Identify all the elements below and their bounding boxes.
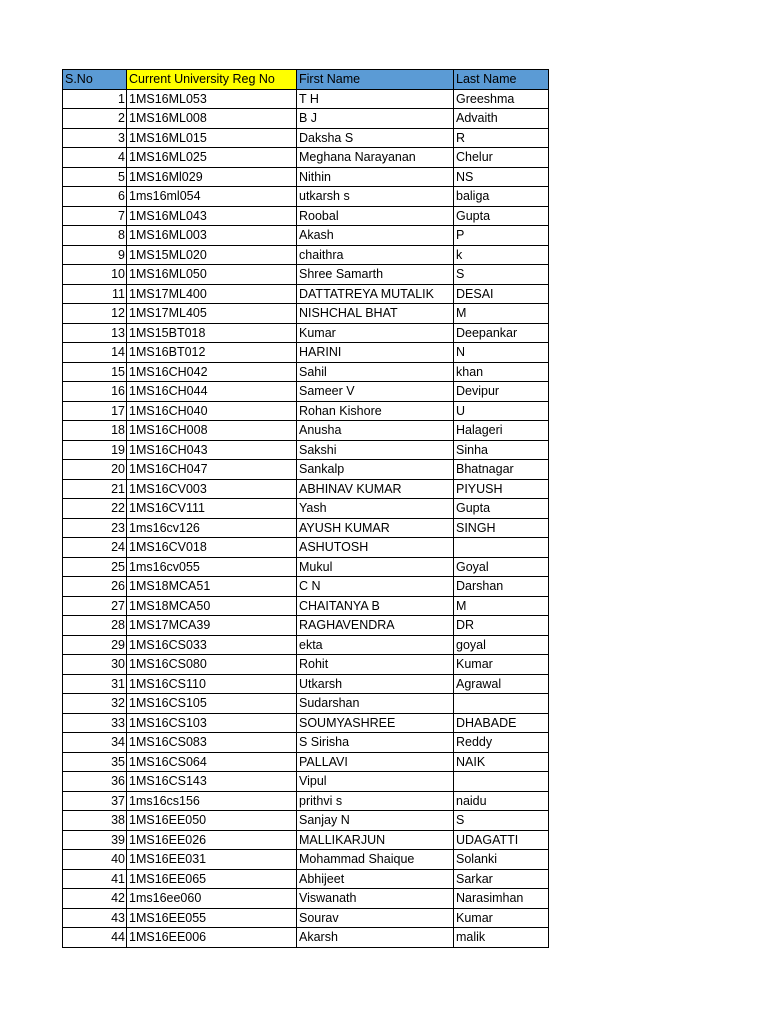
cell-first-name[interactable]: AYUSH KUMAR [297,518,454,538]
table-row [63,382,549,402]
cell-last-name[interactable]: R [454,128,549,148]
cell-sno[interactable]: 3 [63,128,127,148]
cell-reg-no[interactable]: 1MS18MCA50 [127,596,297,616]
cell-sno[interactable]: 18 [63,421,127,441]
cell-reg-no[interactable]: 1MS15BT018 [127,323,297,343]
cell-last-name[interactable]: PIYUSH [454,479,549,499]
cell-last-name[interactable]: Darshan [454,577,549,597]
cell-last-name[interactable]: UDAGATTI [454,830,549,850]
cell-reg-no[interactable]: 1ms16ml054 [127,187,297,207]
cell-last-name[interactable]: Gupta [454,499,549,519]
cell-reg-no[interactable]: 1MS16CS064 [127,752,297,772]
table-row [63,635,549,655]
cell-reg-no[interactable]: 1MS16CS110 [127,674,297,694]
header-row [63,70,549,90]
cell-last-name[interactable]: DESAI [454,284,549,304]
table-row [63,265,549,285]
table-row [63,89,549,109]
cell-last-name[interactable]: NS [454,167,549,187]
cell-sno[interactable]: 5 [63,167,127,187]
cell-first-name[interactable]: Sameer V [297,382,454,402]
cell-last-name[interactable]: U [454,401,549,421]
cell-first-name[interactable]: SOUMYASHREE [297,713,454,733]
cell-first-name[interactable]: ekta [297,635,454,655]
cell-first-name[interactable]: C N [297,577,454,597]
cell-reg-no[interactable]: 1ms16cs156 [127,791,297,811]
cell-reg-no[interactable]: 1MS16CH043 [127,440,297,460]
table-row [63,596,549,616]
table-row [63,460,549,480]
table-row [63,128,549,148]
cell-last-name[interactable]: Bhatnagar [454,460,549,480]
cell-sno[interactable]: 22 [63,499,127,519]
cell-reg-no[interactable]: 1MS16CH040 [127,401,297,421]
cell-last-name[interactable]: DHABADE [454,713,549,733]
cell-first-name[interactable]: Sankalp [297,460,454,480]
cell-sno[interactable]: 16 [63,382,127,402]
cell-last-name[interactable]: Goyal [454,557,549,577]
cell-last-name[interactable]: Sarkar [454,869,549,889]
cell-sno[interactable]: 10 [63,265,127,285]
cell-reg-no[interactable]: 1MS17MCA39 [127,616,297,636]
cell-reg-no[interactable]: 1MS16ML050 [127,265,297,285]
cell-last-name[interactable]: M [454,596,549,616]
cell-reg-no[interactable]: 1MS16CV018 [127,538,297,558]
cell-reg-no[interactable]: 1MS16CH008 [127,421,297,441]
table-row [63,245,549,265]
cell-reg-no[interactable]: 1MS16CV003 [127,479,297,499]
cell-first-name[interactable]: ABHINAV KUMAR [297,479,454,499]
cell-sno[interactable]: 41 [63,869,127,889]
cell-reg-no[interactable]: 1MS16ML003 [127,226,297,246]
table-row [63,187,549,207]
cell-reg-no[interactable]: 1MS16ML053 [127,89,297,109]
table-row [63,323,549,343]
cell-reg-no[interactable]: 1MS16CH047 [127,460,297,480]
table-row [63,401,549,421]
table-row [63,791,549,811]
cell-last-name[interactable]: Deepankar [454,323,549,343]
cell-reg-no[interactable]: 1MS18MCA51 [127,577,297,597]
cell-first-name[interactable]: chaithra [297,245,454,265]
table-row [63,109,549,129]
cell-sno[interactable]: 11 [63,284,127,304]
cell-sno[interactable]: 37 [63,791,127,811]
cell-sno[interactable]: 14 [63,343,127,363]
cell-first-name[interactable]: Sanjay N [297,811,454,831]
cell-first-name[interactable]: Viswanath [297,889,454,909]
cell-last-name[interactable]: SINGH [454,518,549,538]
table-row [63,733,549,753]
table-row [63,499,549,519]
cell-sno[interactable]: 33 [63,713,127,733]
cell-first-name[interactable]: Utkarsh [297,674,454,694]
cell-first-name[interactable]: Sudarshan [297,694,454,714]
cell-first-name[interactable]: Daksha S [297,128,454,148]
cell-reg-no[interactable]: 1MS16CS033 [127,635,297,655]
cell-sno[interactable]: 44 [63,928,127,948]
cell-sno[interactable]: 32 [63,694,127,714]
cell-sno[interactable]: 20 [63,460,127,480]
cell-sno[interactable]: 31 [63,674,127,694]
cell-first-name[interactable]: utkarsh s [297,187,454,207]
cell-last-name[interactable]: NAIK [454,752,549,772]
cell-reg-no[interactable]: 1MS16CV111 [127,499,297,519]
cell-last-name[interactable]: Kumar [454,908,549,928]
cell-last-name[interactable]: khan [454,362,549,382]
table-row [63,713,549,733]
cell-reg-no[interactable]: 1MS16ML025 [127,148,297,168]
cell-reg-no[interactable]: 1ms16cv126 [127,518,297,538]
cell-last-name[interactable]: Sinha [454,440,549,460]
table-row [63,889,549,909]
cell-last-name[interactable]: Narasimhan [454,889,549,909]
cell-first-name[interactable]: RAGHAVENDRA [297,616,454,636]
cell-reg-no[interactable]: 1ms16ee060 [127,889,297,909]
cell-last-name[interactable]: M [454,304,549,324]
cell-sno[interactable]: 43 [63,908,127,928]
cell-last-name[interactable]: Devipur [454,382,549,402]
table-row [63,479,549,499]
table-row [63,421,549,441]
table-row [63,674,549,694]
table-row [63,343,549,363]
header-sno[interactable]: S.No [63,70,127,90]
cell-first-name[interactable]: Nithin [297,167,454,187]
cell-sno[interactable]: 12 [63,304,127,324]
cell-sno[interactable]: 27 [63,596,127,616]
cell-reg-no[interactable]: 1MS16EE050 [127,811,297,831]
table-row [63,616,549,636]
cell-reg-no[interactable]: 1MS17ML405 [127,304,297,324]
cell-first-name[interactable]: Sakshi [297,440,454,460]
cell-reg-no[interactable]: 1MS16CS143 [127,772,297,792]
cell-reg-no[interactable]: 1MS16EE065 [127,869,297,889]
cell-reg-no[interactable]: 1MS16CH044 [127,382,297,402]
cell-reg-no[interactable]: 1MS16EE006 [127,928,297,948]
cell-last-name[interactable]: k [454,245,549,265]
table-row [63,869,549,889]
cell-reg-no[interactable]: 1MS16EE026 [127,830,297,850]
cell-last-name[interactable]: DR [454,616,549,636]
table-row [63,440,549,460]
cell-first-name[interactable]: T H [297,89,454,109]
cell-reg-no[interactable]: 1ms16cv055 [127,557,297,577]
table-row [63,304,549,324]
cell-first-name[interactable]: NISHCHAL BHAT [297,304,454,324]
cell-sno[interactable]: 13 [63,323,127,343]
header-first-name[interactable]: First Name [297,70,454,90]
cell-reg-no[interactable]: 1MS16CS080 [127,655,297,675]
cell-last-name[interactable]: malik [454,928,549,948]
cell-sno[interactable]: 36 [63,772,127,792]
cell-first-name[interactable]: Rohit [297,655,454,675]
cell-sno[interactable]: 17 [63,401,127,421]
cell-first-name[interactable]: Akash [297,226,454,246]
header-reg-no[interactable]: Current University Reg No [127,70,297,90]
student-table [62,69,549,948]
cell-sno[interactable]: 24 [63,538,127,558]
cell-reg-no[interactable]: 1MS16CH042 [127,362,297,382]
table-row [63,694,549,714]
cell-last-name[interactable]: Reddy [454,733,549,753]
cell-last-name[interactable]: Solanki [454,850,549,870]
table-row [63,148,549,168]
table-row [63,850,549,870]
header-last-name[interactable]: Last Name [454,70,549,90]
cell-first-name[interactable]: Rohan Kishore [297,401,454,421]
cell-first-name[interactable]: S Sirisha [297,733,454,753]
cell-sno[interactable]: 34 [63,733,127,753]
cell-last-name[interactable]: naidu [454,791,549,811]
cell-sno[interactable]: 29 [63,635,127,655]
cell-reg-no[interactable]: 1MS16ML008 [127,109,297,129]
cell-first-name[interactable]: DATTATREYA MUTALIK [297,284,454,304]
cell-sno[interactable]: 4 [63,148,127,168]
cell-first-name[interactable]: MALLIKARJUN [297,830,454,850]
cell-last-name[interactable]: Advaith [454,109,549,129]
table-row [63,206,549,226]
cell-last-name[interactable]: goyal [454,635,549,655]
cell-sno[interactable]: 28 [63,616,127,636]
cell-last-name[interactable]: Agrawal [454,674,549,694]
cell-first-name[interactable]: Kumar [297,323,454,343]
cell-first-name[interactable]: CHAITANYA B [297,596,454,616]
cell-first-name[interactable]: Sahil [297,362,454,382]
cell-first-name[interactable]: Sourav [297,908,454,928]
cell-sno[interactable]: 1 [63,89,127,109]
cell-last-name[interactable]: S [454,811,549,831]
cell-sno[interactable]: 7 [63,206,127,226]
table-row [63,811,549,831]
cell-first-name[interactable]: Shree Samarth [297,265,454,285]
cell-last-name[interactable]: Chelur [454,148,549,168]
cell-reg-no[interactable]: 1MS16CS083 [127,733,297,753]
cell-reg-no[interactable]: 1MS16ML043 [127,206,297,226]
cell-reg-no[interactable]: 1MS16CS105 [127,694,297,714]
table-row [63,284,549,304]
cell-first-name[interactable]: PALLAVI [297,752,454,772]
cell-sno[interactable]: 30 [63,655,127,675]
table-row [63,362,549,382]
cell-last-name[interactable]: S [454,265,549,285]
cell-first-name[interactable]: HARINI [297,343,454,363]
cell-first-name[interactable]: B J [297,109,454,129]
cell-sno[interactable]: 25 [63,557,127,577]
cell-sno[interactable]: 38 [63,811,127,831]
cell-sno[interactable]: 21 [63,479,127,499]
cell-first-name[interactable]: ASHUTOSH [297,538,454,558]
cell-sno[interactable]: 9 [63,245,127,265]
cell-sno[interactable]: 26 [63,577,127,597]
cell-sno[interactable]: 40 [63,850,127,870]
cell-reg-no[interactable]: 1MS16ML015 [127,128,297,148]
cell-sno[interactable]: 6 [63,187,127,207]
cell-first-name[interactable]: Vipul [297,772,454,792]
table-row [63,167,549,187]
table-row [63,830,549,850]
table-row [63,752,549,772]
cell-first-name[interactable]: prithvi s [297,791,454,811]
cell-last-name[interactable]: Halageri [454,421,549,441]
cell-first-name[interactable]: Mukul [297,557,454,577]
cell-last-name[interactable] [454,694,549,714]
cell-sno[interactable]: 2 [63,109,127,129]
cell-sno[interactable]: 39 [63,830,127,850]
table-row [63,538,549,558]
table-row [63,928,549,948]
table-row [63,655,549,675]
cell-sno[interactable]: 8 [63,226,127,246]
cell-reg-no[interactable]: 1MS16CS103 [127,713,297,733]
table-row [63,226,549,246]
cell-first-name[interactable]: Roobal [297,206,454,226]
cell-first-name[interactable]: Anusha [297,421,454,441]
cell-reg-no[interactable]: 1MS17ML400 [127,284,297,304]
cell-sno[interactable]: 23 [63,518,127,538]
table-row [63,557,549,577]
table-row [63,908,549,928]
cell-first-name[interactable]: Abhijeet [297,869,454,889]
cell-last-name[interactable]: Gupta [454,206,549,226]
cell-first-name[interactable]: Akarsh [297,928,454,948]
cell-last-name[interactable]: Greeshma [454,89,549,109]
cell-reg-no[interactable]: 1MS15ML020 [127,245,297,265]
cell-sno[interactable]: 15 [63,362,127,382]
cell-reg-no[interactable]: 1MS16EE055 [127,908,297,928]
cell-reg-no[interactable]: 1MS16Ml029 [127,167,297,187]
table-row [63,772,549,792]
cell-last-name[interactable]: baliga [454,187,549,207]
cell-first-name[interactable]: Mohammad Shaique [297,850,454,870]
cell-last-name[interactable] [454,772,549,792]
cell-first-name[interactable]: Meghana Narayanan [297,148,454,168]
cell-sno[interactable]: 19 [63,440,127,460]
cell-last-name[interactable]: N [454,343,549,363]
cell-sno[interactable]: 35 [63,752,127,772]
cell-reg-no[interactable]: 1MS16EE031 [127,850,297,870]
table-row [63,518,549,538]
cell-reg-no[interactable]: 1MS16BT012 [127,343,297,363]
cell-last-name[interactable] [454,538,549,558]
table-row [63,577,549,597]
cell-sno[interactable]: 42 [63,889,127,909]
cell-last-name[interactable]: Kumar [454,655,549,675]
cell-last-name[interactable]: P [454,226,549,246]
cell-first-name[interactable]: Yash [297,499,454,519]
